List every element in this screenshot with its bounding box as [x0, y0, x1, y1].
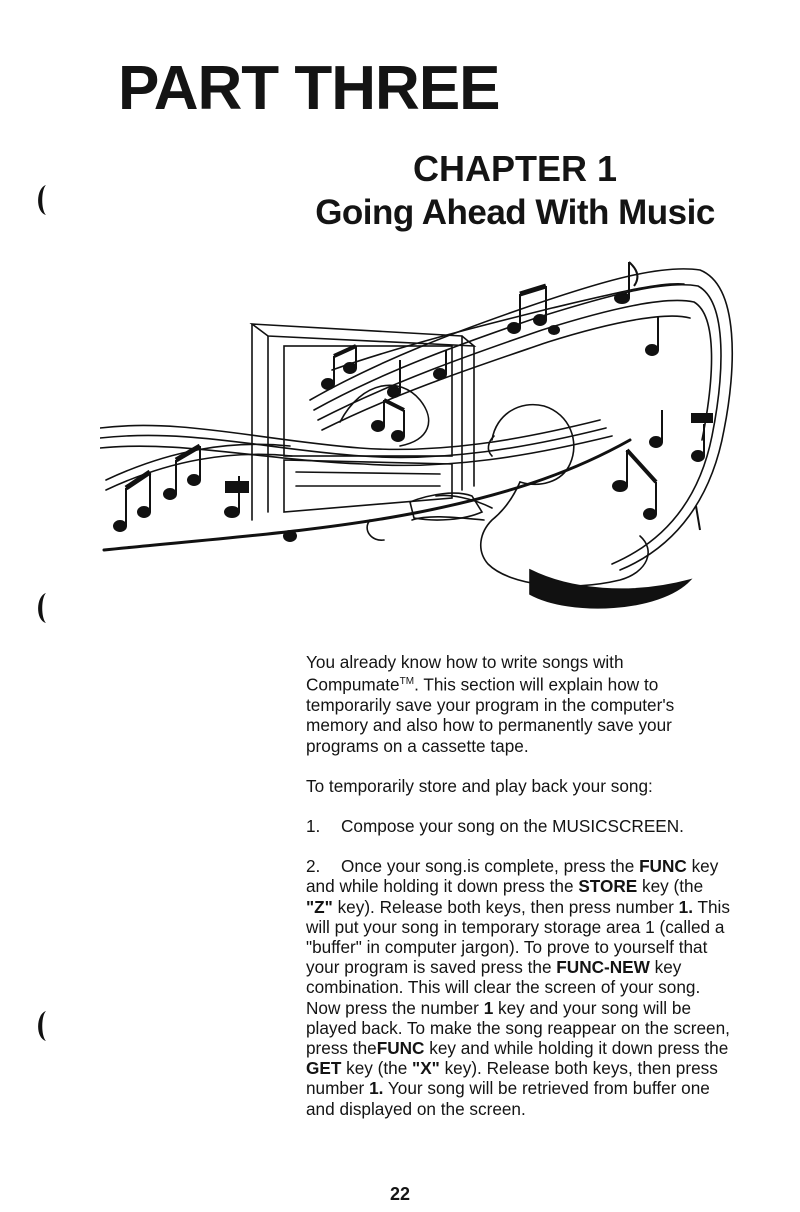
page-number: 22	[389, 1184, 411, 1204]
body-text	[306, 652, 734, 1139]
step-2-number: 2.	[306, 856, 321, 877]
chapter-title: Going Ahead With Music	[315, 193, 715, 232]
part-title: PART THREE	[118, 54, 500, 123]
step-1	[306, 816, 734, 836]
step-1-text: Compose your song on the MUSICSCREEN.	[341, 815, 684, 836]
step-1-number: 1.	[306, 815, 321, 836]
binder-hole-icon	[34, 184, 48, 216]
binder-hole-icon	[34, 1010, 48, 1042]
chapter-number: CHAPTER 1	[412, 148, 618, 189]
child-at-computer-with-music-notes-illustration	[100, 250, 740, 620]
binder-hole-icon	[34, 592, 48, 624]
store-intro-paragraph: To temporarily store and play back your song:	[306, 775, 653, 796]
intro-paragraph: You already know how to write songs with Compumate™. This section will explain how to temporarily save your program in the computer's memory and also how to permanently save your programs on a cassette tape.	[306, 652, 675, 756]
step-2: 2. Once your song.is complete, press the FUNC key and while holding it down press the STORE key (the "Z" key). Release both keys, then press number 1. This will put your song in temporary storage area 1 (called a "buffer" in computer jargon). To prove to yourself that your program is saved press the FUNC-NEW key combination. This will clear the screen of your song. Now press the number 1 key and your song will be played back. To make the song reappear on the screen, press theFUNC key and while holding it down press the GET key (the "X" key). Release both keys, then press number 1. Your song will be retrieved from buffer one and displayed on the screen.	[306, 856, 730, 1119]
chapter-heading	[300, 148, 730, 236]
